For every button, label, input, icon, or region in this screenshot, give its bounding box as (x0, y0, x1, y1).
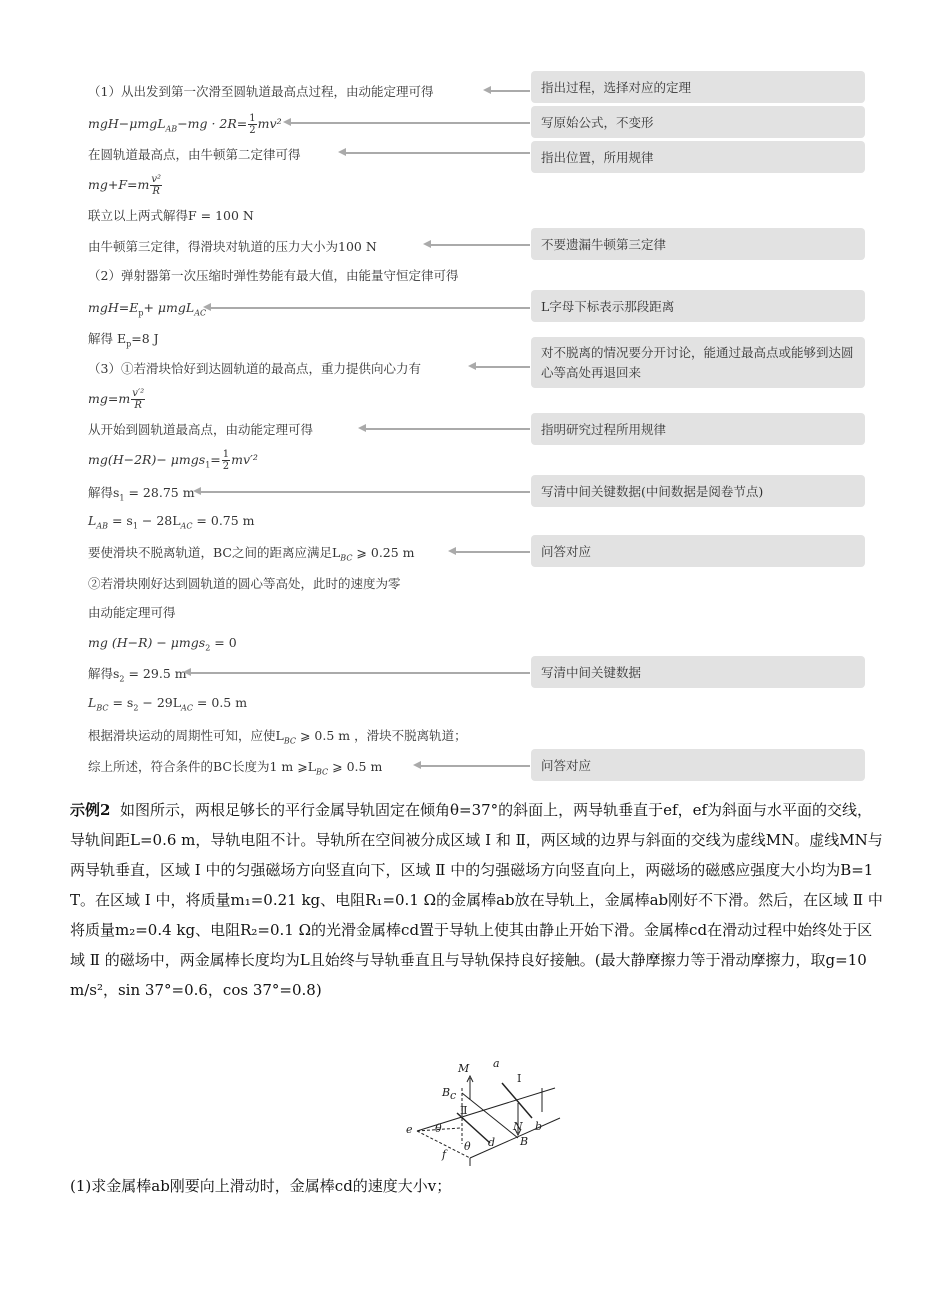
solution-line-7: （2）弹射器第一次压缩时弹性势能有最大值，由能量守恒定律可得 (88, 268, 459, 283)
label-region-I: Ⅰ (517, 1072, 522, 1085)
arrow-icon (420, 765, 530, 767)
solution-line-8: $mgH=E_p+ \mu mgL_{AC}$ (88, 300, 207, 318)
annotation-box: L字母下标表示那段距离 (531, 290, 865, 322)
label-d: d (488, 1136, 496, 1149)
annotation-box: 指出过程，选择对应的定理 (531, 71, 865, 103)
solution-line-17: ②若滑块刚好达到圆轨道的圆心等高处，此时的速度为零 (88, 576, 401, 591)
solution-line-23: 综上所述，符合条件的BC长度为1 m $⩾L_{BC}$ ⩾ 0.5 m (88, 759, 383, 777)
label-theta-1: θ (435, 1122, 442, 1135)
arrow-icon (430, 244, 530, 246)
arrow-icon (290, 122, 530, 124)
arrow-icon (190, 672, 530, 674)
arrow-icon (345, 152, 530, 154)
annotation-box: 对不脱离的情况要分开讨论，能通过最高点或能够到达圆心等高处再退回来 (531, 337, 865, 388)
solution-line-12: 从开始到圆轨道最高点，由动能定理可得 (88, 422, 314, 437)
solution-line-9: 解得 $E_p=8$ J (88, 331, 159, 349)
annotation-box: 不要遗漏牛顿第三定律 (531, 228, 865, 260)
label-e: e (406, 1123, 413, 1136)
solution-line-19: mg (H−R) − μmgs$_2$ = 0 (88, 635, 237, 653)
example-label: 示例2 (70, 801, 111, 819)
label-region-II: Ⅱ (460, 1104, 468, 1117)
label-N: N (513, 1120, 523, 1133)
annotation-box: 写清中间关键数据(中间数据是阅卷节点) (531, 475, 865, 507)
example-paragraph: 示例2 如图所示，两根足够长的平行金属导轨固定在倾角θ=37°的斜面上，两导轨垂直于ef，ef为斜面与水平面的交线，导轨间距L=0.6 m，导轨电阻不计。导轨所在空间被分成区域 Ⅰ 和 Ⅱ，两区域的边界与斜面的交线为虚线MN。虚线MN与两导轨垂直，区域 Ⅰ 中的匀强磁场方向竖直向下，区域 Ⅱ 中的匀强磁场方向竖直向上，两磁场的磁感应强度大小均为B=1 T。在区域 Ⅰ 中，将质量m₁=0.21 kg、电阻R₁=0.1 Ω的金属棒ab放在导轨上，金属棒ab刚好不下滑。然后，在区域 Ⅱ 中将质量m₂=0.4 kg、电阻R₂=0.1 Ω的光滑金属棒cd置于导轨上使其由静止开始下滑。金属棒cd在滑动过程中始终处于区域 Ⅱ 的磁场中，两金属棒长度均为L且始终与导轨垂直且与导轨保持良好接触。(最大静摩擦力等于滑动摩擦力，取g=10 m/s²，sin 37°=0.6，cos 37°=0.8) (70, 801, 883, 999)
solution-line-2: mgH−μmgL$_{AB}$−mg · 2R= $\frac{1}{2}$ mv² (88, 113, 282, 136)
solution-line-15: $L_{AB} = s_1 - 28L_{AC} = 0.75$ m (88, 513, 255, 531)
arrow-icon (490, 90, 530, 92)
solution-line-20: 解得$s_2 = 29.5$ m (88, 666, 187, 684)
label-M: M (458, 1062, 470, 1075)
solution-line-21: $L_{BC} = s_2 - 29L_{AC} = 0.5$ m (88, 695, 248, 713)
solution-line-22: 根据滑块运动的周期性可知，应使$L_{BC}$ ⩾ 0.5 m ，滑块不脱离轨道； (88, 728, 467, 746)
annotation-box: 问答对应 (531, 535, 865, 567)
arrow-icon (210, 307, 530, 309)
label-b: b (535, 1120, 543, 1133)
solution-line-11: mg=m $\frac{\text{v′²}}{R}$ (88, 388, 145, 411)
solution-line-5: 联立以上两式解得F = 100 N (88, 208, 254, 223)
arrow-icon (455, 551, 530, 553)
solution-line-1: （1）从出发到第一次滑至圆轨道最高点过程，由动能定理可得 (88, 84, 434, 99)
annotation-box: 写清中间关键数据 (531, 656, 865, 688)
label-B-top: B (442, 1086, 451, 1099)
solution-line-14: 解得$s_1 = 28.75$ m (88, 485, 195, 503)
arrow-icon (475, 366, 530, 368)
annotation-box: 写原始公式，不变形 (531, 106, 865, 138)
label-B-bottom: B (520, 1135, 529, 1148)
rail-diagram (400, 1048, 570, 1166)
rod-ab (502, 1083, 532, 1118)
annotation-box: 指明研究过程所用规律 (531, 413, 865, 445)
arrow-icon (200, 491, 530, 493)
solution-line-18: 由动能定理可得 (88, 605, 176, 620)
label-f: f (442, 1148, 447, 1161)
solution-line-3: 在圆轨道最高点，由牛顿第二定律可得 (88, 147, 301, 162)
label-c: c (450, 1089, 457, 1102)
label-a: a (493, 1057, 500, 1070)
solution-line-6: 由牛顿第三定律，得滑块对轨道的压力大小为100 N (88, 239, 377, 254)
arrow-icon (365, 428, 530, 430)
solution-line-10: （3）①若滑块恰好到达圆轨道的最高点，重力提供向心力有 (88, 361, 421, 376)
annotation-box: 问答对应 (531, 749, 865, 781)
solution-line-16: 要使滑块不脱离轨道，BC之间的距离应满足$L_{BC}$ ⩾ 0.25 m (88, 545, 415, 563)
annotation-box: 指出位置，所用规律 (531, 141, 865, 173)
question-1: (1)求金属棒ab刚要向上滑动时，金属棒cd的速度大小v； (70, 1177, 452, 1195)
label-theta-2: θ (464, 1140, 471, 1153)
solution-line-4: mg+F=m $\frac{\text{v²}}{R}$ (88, 174, 161, 197)
solution-line-13: mg(H−2R)− μmgs$_1$= $\frac{1}{2}$ mv′² (88, 449, 258, 472)
